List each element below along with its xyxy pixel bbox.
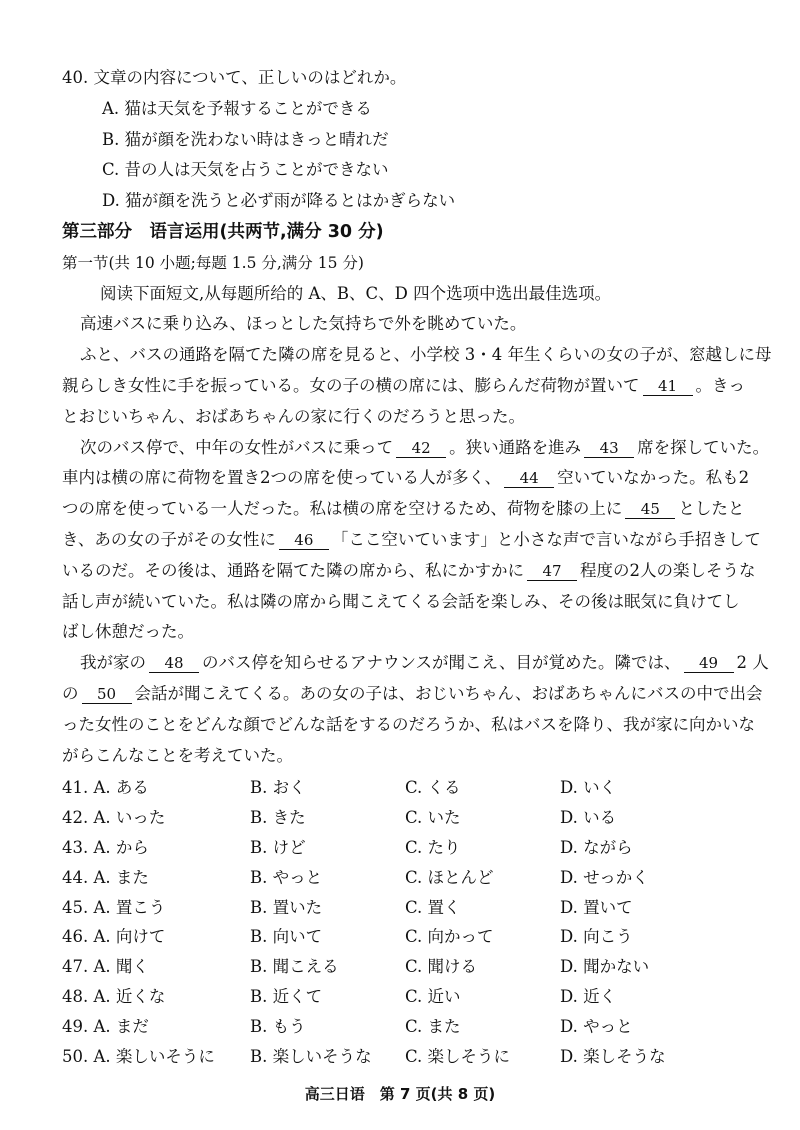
passage-text: とおじいちゃん、おばあちゃんの家に行くのだろうと思った。 [62,406,525,426]
question-40-stem: 40. 文章の内容について、正しいのはどれか。 [62,68,407,87]
passage-line [62,309,742,340]
option-b: B. おく [250,778,306,798]
option-d: D. 聞かない [560,957,650,977]
option-d: D. せっかく [560,867,649,887]
passage-text: 高速バスに乗り込み、ほっとした気持ちで外を眺めていた。 [80,314,527,334]
question-40-option-d: D. 猫が顔を洗うと必ず雨が降るとはかぎらない [102,191,456,211]
question-row [62,863,742,893]
passage-line [62,371,745,402]
answer-blank: 43 [584,439,634,458]
option-c: C. 近い [405,986,461,1006]
option-a: 43. A. から [62,837,149,857]
option-a: 49. A. まだ [62,1016,149,1036]
passage-line [62,617,742,648]
passage-line [62,340,772,371]
passage-text: としたと [678,499,745,519]
option-a: 50. A. 楽しいそうに [62,1046,215,1066]
passage-text: った女性のことをどんな顔でどんな話をするのだろうか、私はバスを降り、我が家に向かいな [62,714,755,734]
passage-text: のバス停を知らせるアナウンスが聞こえ、目が覚めた。隣では、 [202,653,681,673]
passage-line [62,648,769,679]
question-row [62,1042,742,1072]
option-a: 48. A. 近くな [62,986,166,1006]
passage-text: 会話が聞こえてくる。あの女の子は、おじいちゃん、おばあちゃんにバスの中で出会 [134,683,763,703]
option-a: 42. A. いった [62,808,166,828]
option-a: 46. A. 向けて [62,927,166,947]
section-title: 第三部分 语言运用(共两节,满分 30 分) [62,221,384,242]
option-d: D. ながら [560,837,633,857]
option-c: C. たり [405,837,461,857]
passage-text: 空いていなかった。私も2 [557,468,750,488]
option-b: B. 楽しいそうな [250,1046,372,1066]
passage-line [62,679,763,710]
question-row [62,1012,742,1042]
option-d: D. いる [560,808,617,828]
answer-blank: 45 [625,500,675,519]
option-d: D. やっと [560,1016,633,1036]
passage [62,309,772,771]
answer-blank: 41 [643,377,693,396]
passage-line [62,587,742,618]
question-row [62,773,742,803]
answer-blank: 47 [527,562,577,581]
option-c: C. ほとんど [405,867,494,887]
option-c: C. いた [405,808,461,828]
option-d: D. 置いて [560,897,633,917]
passage-text: 我が家の [80,653,146,673]
answer-blank: 44 [504,469,554,488]
passage-line [62,494,745,525]
passage-text: ふと、バスの通路を隔てた隣の席を見ると、小学校 3・4 年生くらいの女の子が、窓越しに母 [80,345,772,365]
answer-blank: 46 [279,531,329,550]
passage-text: 程度の2人の楽しそうな [580,560,756,580]
option-b: B. 聞こえる [250,957,339,977]
option-b: B. やっと [250,867,323,887]
passage-text: 席を探していた。 [637,437,770,457]
answer-blank: 48 [149,654,199,673]
option-c: C. くる [405,778,461,798]
answer-blank: 50 [82,685,132,704]
question-40-option-a: A. 猫は天気を予報することができる [102,98,372,118]
question-row [62,922,742,952]
option-b: B. もう [250,1016,306,1036]
option-d: D. 近く [560,986,617,1006]
question-row [62,893,742,923]
passage-text: 親らしき女性に手を振っている。女の子の横の席には、膨らんだ荷物が置いて [62,375,640,395]
option-c: C. 置く [405,897,461,917]
passage-text: 「ここ空いています」と小さな声で言いながら手招きして [331,529,761,549]
exam-page [62,63,772,1071]
option-b: B. 向いて [250,927,323,947]
option-b: B. けど [250,837,306,857]
passage-text: 車内は横の席に荷物を置き2つの席を使っている人が多く、 [62,468,502,488]
passage-text: の [62,683,79,703]
option-a: 47. A. 聞く [62,957,149,977]
passage-line [62,463,750,494]
question-row [62,803,742,833]
section-instruction: 阅读下面短文,从每题所给的 A、B、C、D 四个选项中选出最佳选项。 [100,283,612,303]
passage-text: 。狭い通路を進み [449,437,582,457]
passage-text: がらこんなことを考えていた。 [62,745,293,765]
option-c: C. 向かって [405,927,494,947]
question-row [62,952,742,982]
passage-line [62,525,761,556]
option-b: B. 置いた [250,897,323,917]
passage-text: つの席を使っている一人だった。私は横の席を空けるため、荷物を膝の上に [62,499,623,519]
option-b: B. きた [250,808,306,828]
passage-line [62,433,770,464]
option-d: D. 楽しそうな [560,1046,666,1066]
question-40-option-b: B. 猫が顔を洗わない時はきっと晴れだ [102,129,389,149]
option-c: C. 聞ける [405,957,478,977]
passage-line [62,741,742,772]
question-options-list [62,773,742,1071]
passage-text: ばし休憩だった。 [62,622,194,642]
option-a: 45. A. 置こう [62,897,166,917]
option-c: C. また [405,1016,461,1036]
passage-text: いるのだ。その後は、通路を隔てた隣の席から、私にかすかに [62,560,524,580]
question-40-option-c: C. 昔の人は天気を占うことができない [102,160,389,180]
passage-text: き、あの女の子がその女性に [62,529,276,549]
passage-text: 話し声が続いていた。私は隣の席から聞こえてくる会話を楽しみ、その後は眠気に負けてし [62,591,740,611]
option-a: 41. A. ある [62,778,149,798]
option-a: 44. A. また [62,867,149,887]
passage-line [62,556,756,587]
passage-text: 次のバス停で、中年の女性がバスに乗って [80,437,394,457]
passage-line [62,710,755,741]
answer-blank: 42 [396,439,446,458]
passage-text: 2 人 [736,653,769,673]
page-footer: 高三日语 第 7 页(共 8 页) [304,1085,496,1103]
question-row [62,833,742,863]
option-d: D. 向こう [560,927,633,947]
option-d: D. いく [560,778,617,798]
question-row [62,982,742,1012]
passage-text: 。きっ [695,375,745,395]
answer-blank: 49 [684,654,734,673]
option-b: B. 近くて [250,986,323,1006]
section-subtitle: 第一节(共 10 小题;每题 1.5 分,满分 15 分) [62,253,364,272]
passage-line [62,402,742,433]
option-c: C. 楽しそうに [405,1046,511,1066]
